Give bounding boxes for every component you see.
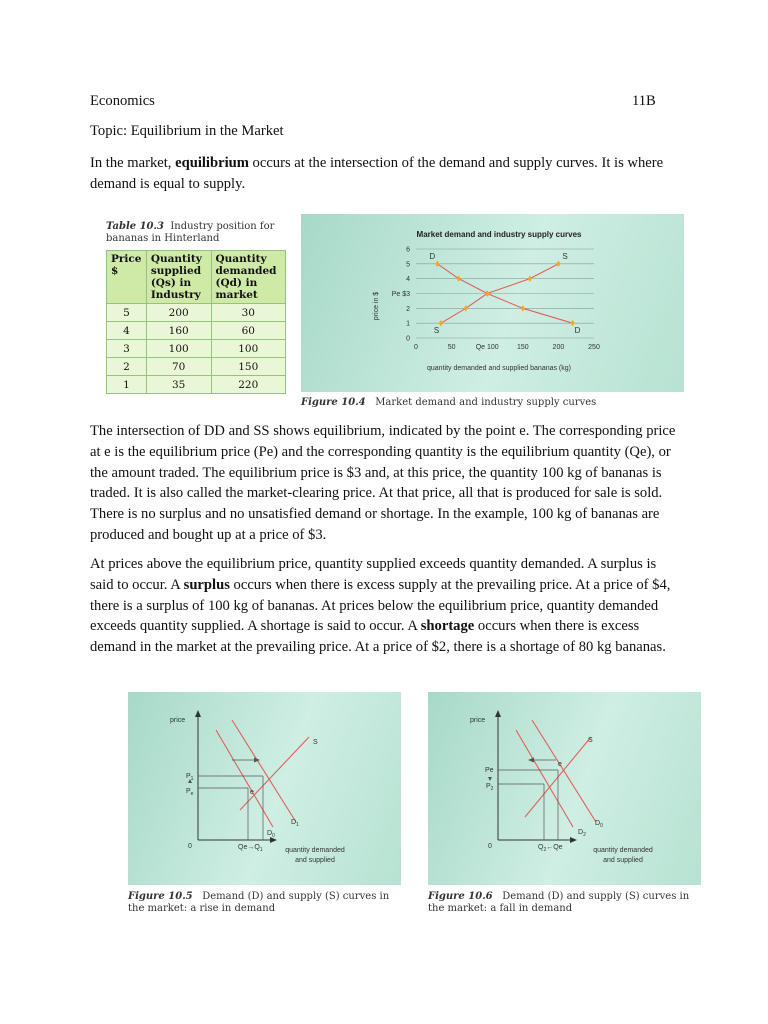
x-tick-label: 250 <box>588 344 600 351</box>
table-row: 4 160 60 <box>107 322 286 340</box>
topic-heading: Topic: Equilibrium in the Market <box>90 123 284 139</box>
figure-10-5-caption: Figure 10.5 Demand (D) and supply (S) curves in the market: a rise in demand <box>128 891 390 914</box>
demand-curve-d0 <box>216 730 273 827</box>
supply-label: S <box>313 739 318 746</box>
figure-10-4-panel <box>301 214 684 392</box>
d2-label: $D_2$ <box>578 829 586 838</box>
x-axis-label: quantity demanded and supplied bananas (kg) <box>427 365 571 372</box>
y-tick-label: 4 <box>406 276 410 284</box>
grade-label: 11B <box>632 93 656 109</box>
supply-point <box>439 320 443 326</box>
x-axis-label-line2: and supplied <box>295 857 335 864</box>
d1-label: $D_1$ <box>291 819 299 828</box>
y-axis-arrow-icon <box>195 710 201 717</box>
x-axis-label-line2: and supplied <box>603 857 643 864</box>
y-tick-label: 0 <box>406 335 410 343</box>
demand-point <box>457 275 461 281</box>
table-row: 1 35 220 <box>107 376 286 394</box>
supply-point <box>556 261 560 267</box>
demand-curve-d0 <box>532 720 596 822</box>
supply-label-bottom: S <box>433 326 440 336</box>
table-header: Quantity supplied (Qs) in Industry <box>146 251 211 304</box>
shift-left-arrow-icon <box>528 758 534 763</box>
y-tick-label: 2 <box>406 305 410 313</box>
price-axis-label: price <box>470 717 486 724</box>
x-axis-arrow-icon <box>570 837 577 843</box>
chart-title: Market demand and industry supply curves <box>416 230 582 239</box>
demand-curve-d2 <box>516 730 573 827</box>
pe-label: Pe <box>485 767 494 774</box>
y-axis-label: price in $ <box>373 291 380 321</box>
figure-10-5-panel <box>128 692 401 885</box>
market-chart <box>301 214 684 392</box>
d0-label: $D_0$ <box>267 830 275 839</box>
figure-10-6-panel <box>428 692 701 885</box>
price-axis-label: price <box>170 717 186 724</box>
x-tick-label: 150 <box>516 344 529 351</box>
shift-right-arrow-icon <box>254 758 260 763</box>
figure-10-6-caption: Figure 10.6 Demand (D) and supply (S) curves in the market: a fall in demand <box>428 891 690 914</box>
y-tick-label: 5 <box>406 261 410 269</box>
origin-label: 0 <box>188 843 192 850</box>
d0-label: $D_0$ <box>595 820 603 829</box>
quantity-labels: $Q_2\leftarrow Qe$ <box>538 844 563 853</box>
intro-paragraph: In the market, equilibrium occurs at the intersection of the demand and supply curves. It is where demand is equal to supply. <box>90 155 664 192</box>
y-tick-label: Pe $3 <box>391 291 410 298</box>
quantity-labels: $Qe\to Q_1$ <box>238 844 263 853</box>
price-fall-arrow-icon <box>488 777 492 781</box>
rise-in-demand-diagram <box>128 692 401 885</box>
table-row: 3 100 100 <box>107 340 286 358</box>
equilibrium-label: e <box>250 789 254 796</box>
supply-point <box>528 275 532 281</box>
pe-label: $P_e$ <box>186 788 194 797</box>
supply-label-top: S <box>562 251 568 261</box>
y-axis-arrow-icon <box>495 710 501 717</box>
x-tick-label: Qe 100 <box>475 344 499 351</box>
fall-in-demand-diagram <box>428 692 701 885</box>
x-tick-label: 0 <box>414 344 418 351</box>
surplus-shortage-paragraph: At prices above the equilibrium price, quantity supplied exceeds quantity demanded. A surplus is said to occur. A surplus occurs when there is excess supply at the prevailing price. At a price of $4, there is a surplus of 100 kg of bananas. At prices below the equilibrium price, quantity demanded exceeds quantity supplied. A shortage is said to occur. A shortage occurs when there is excess demand in the market at the prevailing price. At a price of $2, there is a shortage of 80 kg bananas. <box>90 556 671 656</box>
industry-table <box>106 250 286 394</box>
demand-label-bottom: D <box>574 326 581 336</box>
x-axis-label-line1: quantity demanded <box>593 847 653 854</box>
supply-point <box>464 305 468 311</box>
demand-label-top: D <box>429 251 436 261</box>
demand-curve-d1 <box>232 720 296 822</box>
table-header: Quantity demanded (Qd) in market <box>211 251 285 304</box>
table-caption: Table 10.3 Industry position for bananas in Hinterland <box>106 221 275 244</box>
demand-point <box>435 261 439 267</box>
table-row: 2 70 150 <box>107 358 286 376</box>
supply-point <box>485 290 489 296</box>
x-tick-label: 200 <box>552 344 565 351</box>
x-axis-label-line1: quantity demanded <box>285 847 345 854</box>
y-tick-label: 6 <box>406 246 410 254</box>
equilibrium-paragraph: The intersection of DD and SS shows equilibrium, indicated by the point e. The corresponding price at e is the equilibrium price (Pe) and the corresponding quantity is the equilibrium quantity (Qe), or the amount traded. The equilibrium price is $3 and, at this price, the quantity 100 kg of bananas is traded. It is also called the market-clearing price. At that price, all that is produced for sale is sold. There is no surplus and no unsatisfied demand or shortage. In the example, 100 kg of bananas are produced and bought up at a price of $3. <box>90 423 676 543</box>
supply-curve <box>240 737 309 810</box>
p1-label: $P_1$ <box>186 773 194 782</box>
equilibrium-label: e <box>558 761 562 768</box>
table-header: Price $ <box>107 251 147 304</box>
origin-label: 0 <box>488 843 492 850</box>
y-tick-label: 1 <box>406 320 410 328</box>
p2-label: $P_2$ <box>486 783 494 792</box>
x-tick-label: 50 <box>447 344 456 351</box>
figure-10-4-caption: Figure 10.4 Market demand and industry supply curves <box>301 397 597 408</box>
subject-title: Economics <box>90 93 155 109</box>
demand-point <box>521 305 525 311</box>
supply-label: S <box>588 737 593 744</box>
table-row: 5 200 30 <box>107 304 286 322</box>
